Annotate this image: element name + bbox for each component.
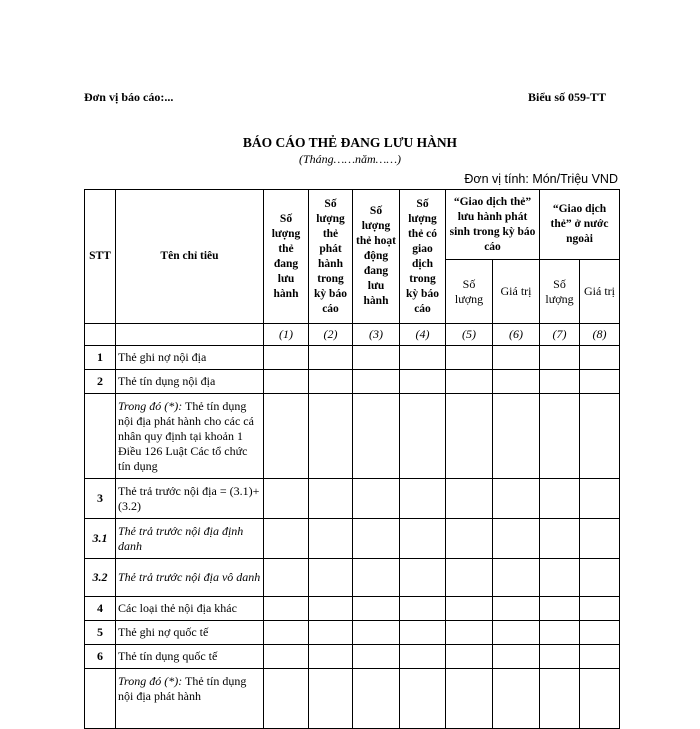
- row-stt: 4: [85, 597, 116, 621]
- data-cell: [353, 394, 400, 479]
- data-cell: [400, 370, 446, 394]
- col-number: (1): [264, 324, 309, 346]
- header-col4: Số lượng thẻ có giao dịch trong kỳ báo cáo: [400, 190, 446, 324]
- data-cell: [400, 597, 446, 621]
- row-name: Thẻ tín dụng quốc tế: [116, 645, 264, 669]
- row-name-text: Thẻ tín dụng nội địa phát hành: [118, 674, 247, 703]
- data-cell: [446, 559, 493, 597]
- row-name: Thẻ trả trước nội địa định danh: [116, 519, 264, 559]
- table-row: [85, 559, 620, 597]
- table-row: [85, 370, 620, 394]
- row-name: Thẻ tín dụng nội địa: [116, 370, 264, 394]
- data-cell: [264, 597, 309, 621]
- data-cell: [353, 370, 400, 394]
- data-cell: [580, 621, 620, 645]
- col-number: (2): [309, 324, 353, 346]
- row-name-prefix: Trong đó (*):: [118, 399, 183, 413]
- data-cell: [400, 346, 446, 370]
- data-cell: [493, 394, 540, 479]
- data-cell: [309, 479, 353, 519]
- data-cell: [309, 370, 353, 394]
- data-cell: [446, 669, 493, 729]
- row-name: Thẻ trả trước nội địa vô danh: [116, 559, 264, 597]
- header-group-domestic: “Giao dịch thẻ” lưu hành phát sinh trong kỳ báo cáo: [446, 190, 540, 260]
- row-stt: 3: [85, 479, 116, 519]
- header-col2: Số lượng thẻ phát hành trong kỳ báo cáo: [309, 190, 353, 324]
- data-cell: [400, 669, 446, 729]
- col-number: (3): [353, 324, 400, 346]
- data-cell: [540, 519, 580, 559]
- data-cell: [580, 346, 620, 370]
- data-cell: [580, 370, 620, 394]
- report-table: [84, 189, 620, 729]
- row-stt: [85, 394, 116, 479]
- data-cell: [264, 370, 309, 394]
- row-name: Thẻ ghi nợ quốc tế: [116, 621, 264, 645]
- data-cell: [400, 559, 446, 597]
- data-cell: [309, 645, 353, 669]
- data-cell: [446, 394, 493, 479]
- table-row: [85, 597, 620, 621]
- currency-unit: Đơn vị tính: Món/Triệu VND: [464, 172, 618, 186]
- data-cell: [446, 621, 493, 645]
- header-qty-7: Số lượng: [540, 260, 580, 324]
- data-cell: [540, 370, 580, 394]
- data-cell: [580, 669, 620, 729]
- data-cell: [264, 559, 309, 597]
- data-cell: [264, 519, 309, 559]
- header-qty-5: Số lượng: [446, 260, 493, 324]
- data-cell: [353, 669, 400, 729]
- data-cell: [353, 479, 400, 519]
- data-cell: [493, 479, 540, 519]
- col-number: (7): [540, 324, 580, 346]
- data-cell: [400, 394, 446, 479]
- data-cell: [353, 621, 400, 645]
- table-row: [85, 645, 620, 669]
- row-name-prefix: Trong đó (*):: [118, 674, 183, 688]
- data-cell: [580, 394, 620, 479]
- header-col3: Số lượng thẻ hoạt động đang lưu hành: [353, 190, 400, 324]
- data-cell: [400, 645, 446, 669]
- row-name: [116, 669, 264, 729]
- row-name-text: Thẻ tín dụng nội địa phát hành cho các cá nhân quy định tại khoản 1 Điều 126 Luật Các tổ chức tín dụng: [118, 399, 254, 473]
- data-cell: [309, 669, 353, 729]
- data-cell: [540, 479, 580, 519]
- data-cell: [353, 346, 400, 370]
- data-cell: [540, 346, 580, 370]
- data-cell: [493, 597, 540, 621]
- data-cell: [353, 645, 400, 669]
- row-name: Thẻ trả trước nội địa = (3.1)+(3.2): [116, 479, 264, 519]
- data-cell: [580, 479, 620, 519]
- data-cell: [353, 559, 400, 597]
- data-cell: [446, 645, 493, 669]
- data-cell: [540, 669, 580, 729]
- table-row: [85, 669, 620, 729]
- header-name: Tên chỉ tiêu: [116, 190, 264, 324]
- data-cell: [493, 645, 540, 669]
- data-cell: [493, 669, 540, 729]
- row-stt: 3.2: [85, 559, 116, 597]
- table-row: [85, 519, 620, 559]
- data-cell: [400, 519, 446, 559]
- data-cell: [264, 621, 309, 645]
- data-cell: [540, 559, 580, 597]
- row-name: Thẻ ghi nợ nội địa: [116, 346, 264, 370]
- col-number: (8): [580, 324, 620, 346]
- col-number: (5): [446, 324, 493, 346]
- data-cell: [309, 621, 353, 645]
- header-val-6: Giá trị: [493, 260, 540, 324]
- data-cell: [264, 669, 309, 729]
- header-col1: Số lượng thẻ đang lưu hành: [264, 190, 309, 324]
- data-cell: [400, 621, 446, 645]
- data-cell: [493, 621, 540, 645]
- data-cell: [446, 479, 493, 519]
- data-cell: [540, 621, 580, 645]
- table-row: [85, 346, 620, 370]
- data-cell: [446, 519, 493, 559]
- header-stt: STT: [85, 190, 116, 324]
- data-cell: [309, 346, 353, 370]
- row-stt: 3.1: [85, 519, 116, 559]
- header-val-8: Giá trị: [580, 260, 620, 324]
- data-cell: [580, 597, 620, 621]
- header-group-abroad: “Giao dịch thẻ” ở nước ngoài: [540, 190, 620, 260]
- data-cell: [580, 645, 620, 669]
- data-cell: [264, 479, 309, 519]
- data-cell: [493, 370, 540, 394]
- form-number: Biểu số 059-TT: [528, 90, 607, 104]
- table-row: [85, 479, 620, 519]
- data-cell: [540, 645, 580, 669]
- row-stt: 6: [85, 645, 116, 669]
- row-name: Các loại thẻ nội địa khác: [116, 597, 264, 621]
- table-row: [85, 394, 620, 479]
- row-stt: 5: [85, 621, 116, 645]
- number-row-empty: [85, 324, 116, 346]
- data-cell: [493, 346, 540, 370]
- table-row: [85, 621, 620, 645]
- data-cell: [309, 559, 353, 597]
- data-cell: [446, 597, 493, 621]
- data-cell: [353, 519, 400, 559]
- data-cell: [353, 597, 400, 621]
- data-cell: [264, 346, 309, 370]
- report-period: (Tháng……năm……): [298, 152, 401, 166]
- data-cell: [264, 394, 309, 479]
- number-row-empty: [116, 324, 264, 346]
- row-stt: 2: [85, 370, 116, 394]
- reporting-unit-label: Đơn vị báo cáo:...: [84, 90, 174, 104]
- data-cell: [540, 394, 580, 479]
- data-cell: [309, 519, 353, 559]
- data-cell: [540, 597, 580, 621]
- data-cell: [309, 394, 353, 479]
- report-title: BÁO CÁO THẺ ĐANG LƯU HÀNH: [242, 135, 458, 150]
- row-stt: 1: [85, 346, 116, 370]
- row-stt: [85, 669, 116, 729]
- data-cell: [446, 346, 493, 370]
- data-cell: [580, 559, 620, 597]
- data-cell: [580, 519, 620, 559]
- data-cell: [264, 645, 309, 669]
- data-cell: [446, 370, 493, 394]
- data-cell: [493, 559, 540, 597]
- row-name: [116, 394, 264, 479]
- data-cell: [493, 519, 540, 559]
- data-cell: [309, 597, 353, 621]
- col-number: (6): [493, 324, 540, 346]
- data-cell: [400, 479, 446, 519]
- col-number: (4): [400, 324, 446, 346]
